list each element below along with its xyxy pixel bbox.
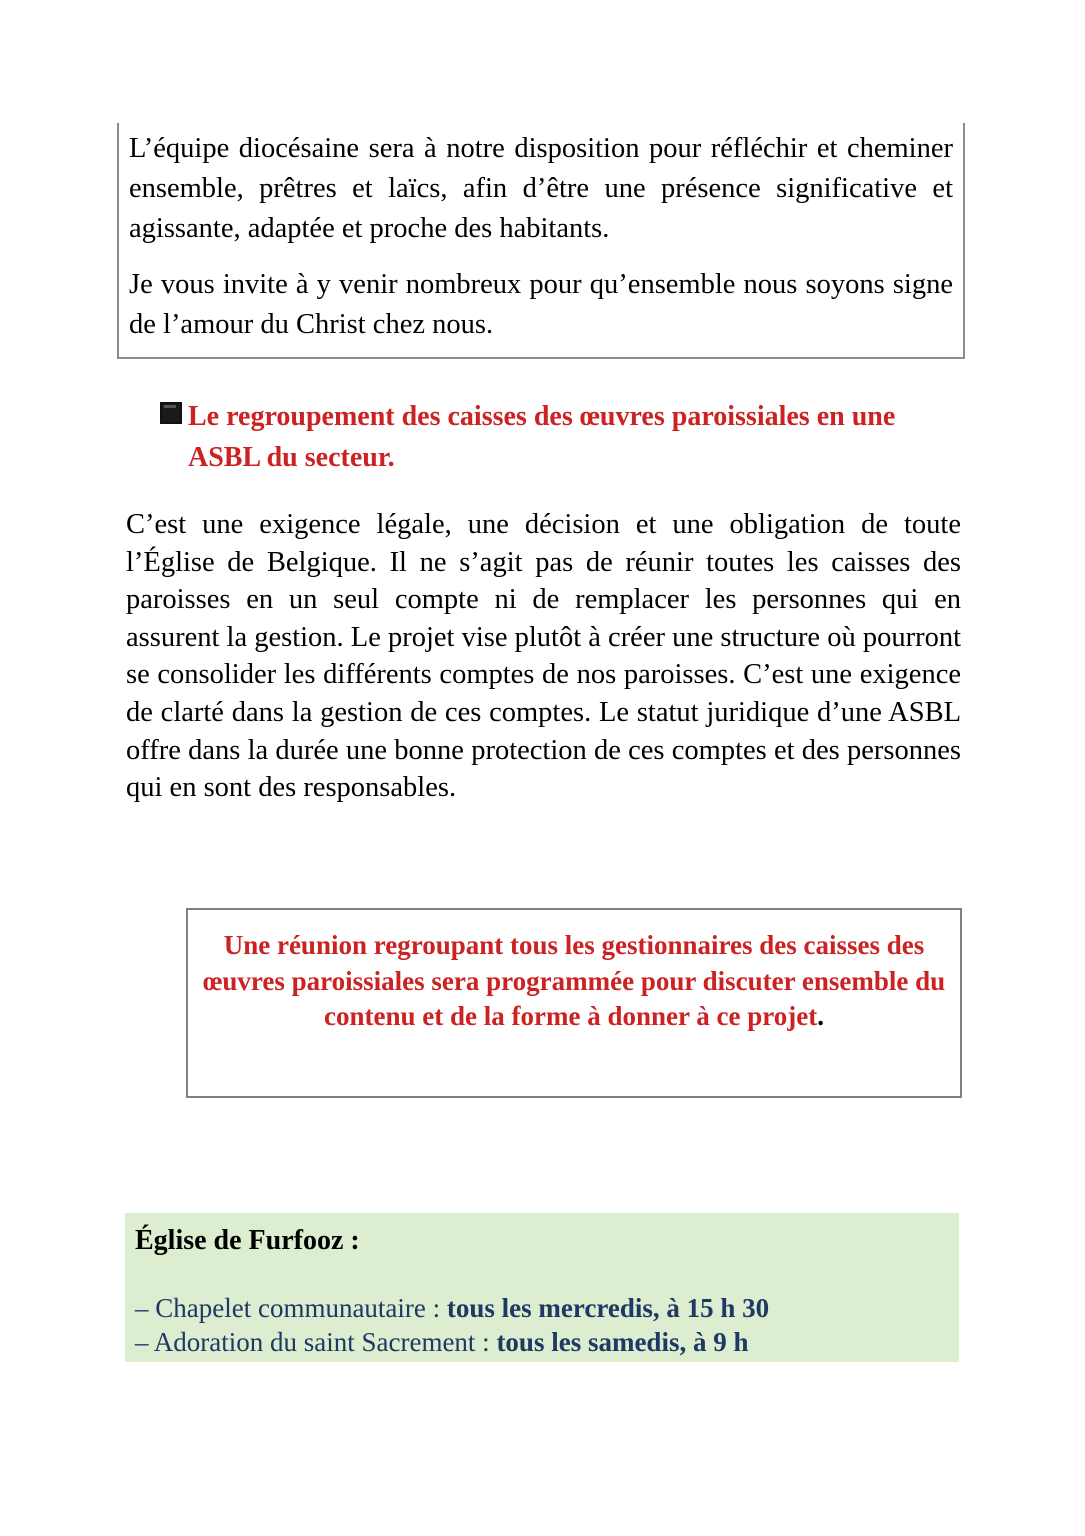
filled-square-bullet-icon — [160, 402, 182, 424]
notice-final-period: . — [817, 1001, 824, 1031]
schedule-item-dash: – — [135, 1293, 149, 1323]
schedule-item-label: Adoration du saint Sacrement : — [153, 1327, 490, 1357]
quote-paragraph-2: Je vous invite à y venir nombreux pour qu’ensemble nous soyons signe de l’amour du Christ chez nous. — [129, 269, 953, 340]
schedule-item-dash: – — [135, 1327, 149, 1357]
body-paragraph: C’est une exigence légale, une décision et une obligation de toute l’Église de Belgique. Il ne s’agit pas de réunir toutes les caisses des paroisses en un seul compte ni de remplacer les personnes qui en assurent la gestion. Le projet vise plutôt à créer une structure où pourront se consolider les différents comptes de nos paroisses. C’est une exigence de clarté dans la gestion de ces comptes. Le statut juridique d’une ASBL offre dans la durée une bonne protection de ces comptes et des personnes qui en sont des responsables. — [126, 509, 961, 804]
section-heading-text: Le regroupement des caisses des œuvres paroissiales en une ASBL du secteur. — [188, 401, 896, 473]
schedule-item-value: tous les samedis, à 9 h — [496, 1327, 749, 1357]
notice-box — [186, 908, 962, 1098]
quote-box — [117, 123, 965, 359]
list-item — [135, 1325, 959, 1359]
schedule-title: Église de Furfooz : — [135, 1225, 360, 1256]
section-heading — [160, 396, 965, 478]
schedule-item-label: Chapelet communautaire : — [155, 1293, 441, 1323]
notice-body: Une réunion regroupant tous les gestionnaires des caisses des œuvres paroissiales sera programmée pour discuter ensemble du contenu et de la forme à donner à ce projet — [202, 930, 946, 1031]
quote-paragraph-1: L’équipe diocésaine sera à notre disposition pour réfléchir et cheminer ensemble, prêtres et laïcs, afin d’être une présence significative et agissante, adaptée et proche des habitants. — [129, 133, 953, 244]
notice-text — [202, 928, 946, 1035]
schedule-list — [135, 1291, 959, 1359]
schedule-box — [125, 1213, 959, 1362]
list-item — [135, 1291, 959, 1325]
schedule-item-value: tous les mercredis, à 15 h 30 — [446, 1293, 770, 1323]
